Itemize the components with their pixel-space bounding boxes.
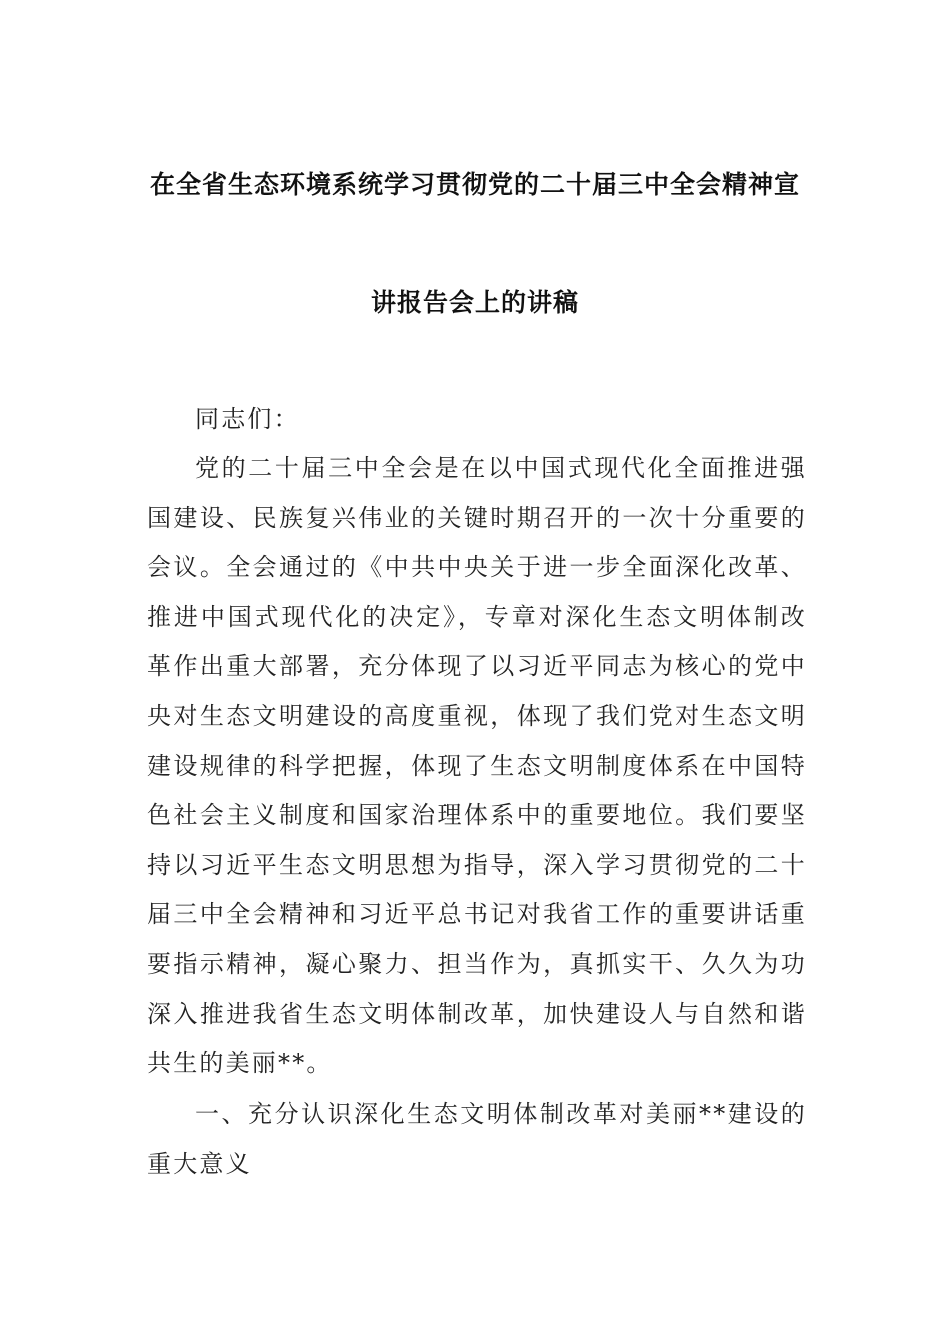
document-title-line-1: 在全省生态环境系统学习贯彻党的二十届三中全会精神宣	[149, 170, 800, 199]
section-heading: 一、充分认识深化生态文明体制改革对美丽**建设的重大意义	[147, 1100, 807, 1178]
salutation: 同志们：	[195, 405, 300, 433]
document-title-line-2: 讲报告会上的讲稿	[370, 288, 579, 317]
body-paragraph: 党的二十届三中全会是在以中国式现代化全面推进强国建设、民族复兴伟业的关键时期召开的一次十分重要的会议。全会通过的《中共中央关于进一步全面深化改革、推进中国式现代化的决定》，专章对深化生态文明体制改革作出重大部署，充分体现了以习近平同志为核心的党中央对生态文明建设的高度重视，体现了我们党对生态文明建设规律的科学把握，体现了生态文明制度体系在中国特色社会主义制度和国家治理体系中的重要地位。我们要坚持以习近平生态文明思想为指导，深入学习贯彻党的二十届三中全会精神和习近平总书记对我省工作的重要讲话重要指示精神，凝心聚力、担当作为，真抓实干、久久为功深入推进我省生态文明体制改革，加快建设人与自然和谐共生的美丽**。	[147, 454, 807, 1078]
